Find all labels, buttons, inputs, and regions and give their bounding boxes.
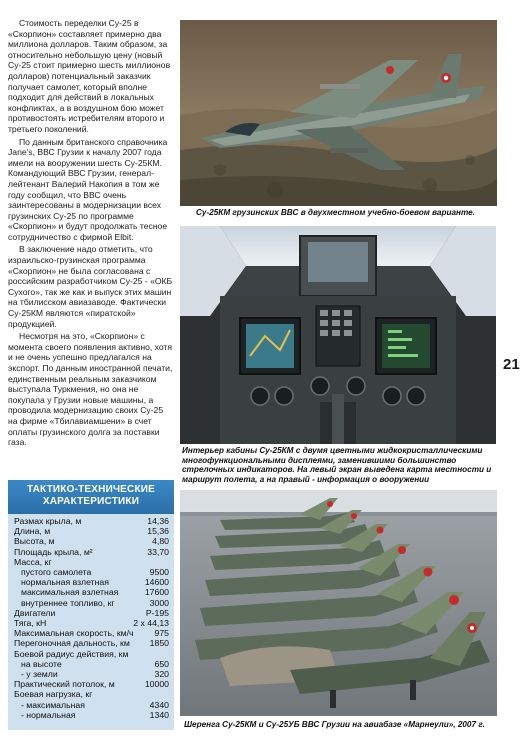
spec-row bbox=[14, 557, 169, 567]
spec-value: 975 bbox=[154, 628, 169, 639]
spec-row bbox=[14, 598, 169, 608]
spec-row bbox=[14, 659, 169, 669]
article-paragraph: В заключение надо отметить, что израильско-грузинская программа «Скорпион» не была согласована с российским разработчиком Су-25 - «ОКБ Сухого», так же как и выпуск этих машин на тбилисском авиазаводе. Фактически Су-25КМ являются «пиратской» продукцией. bbox=[8, 244, 173, 329]
spec-value: 14,36 bbox=[147, 516, 169, 526]
spec-value: 3000 bbox=[149, 597, 169, 608]
spec-value: Р-195 bbox=[145, 607, 169, 618]
photo-aircraft-lineup bbox=[180, 490, 497, 716]
spec-value: 1850 bbox=[149, 638, 169, 649]
spec-label: Высота, м bbox=[14, 536, 55, 547]
spec-label: - у земли bbox=[21, 669, 58, 680]
caption-photo3: Шеренга Су-25КМ и Су-25УБ ВВС Грузии на авиабазе «Марнеули», 2007 г. bbox=[184, 720, 485, 729]
spec-row bbox=[14, 618, 169, 628]
spec-label: - нормальная bbox=[21, 709, 76, 720]
article-paragraph: Несмотря на это, «Скорпион» с момента своего появления активно, хотя и не очень успешно предлагался на экспорт. По данным иностранной печати, единственным реальным заказчиком выступала Туркмения, но она не покупала у Грузии новые машины, а проводила модернизацию своих Су-25 на фирме «Тбилавиамшени» в счет оплаты грузинского долга за поставки газа. bbox=[8, 331, 173, 448]
specs-table bbox=[8, 514, 174, 730]
photo-su25km-flight bbox=[180, 20, 497, 206]
spec-label: Боевая нагрузка, кг bbox=[14, 689, 93, 700]
spec-label: внутреннее топливо, кг bbox=[21, 597, 115, 608]
spec-row bbox=[14, 547, 169, 557]
spec-row bbox=[14, 526, 169, 536]
spec-value: 650 bbox=[154, 658, 169, 669]
spec-label: Тяга, кН bbox=[14, 618, 47, 629]
spec-label: - максимальная bbox=[21, 699, 85, 710]
spec-label: максимальная взлетная bbox=[21, 587, 119, 598]
article-text bbox=[8, 18, 174, 450]
spec-value: 15,36 bbox=[147, 526, 169, 537]
spec-label: Максимальная скорость, км/ч bbox=[14, 628, 134, 639]
spec-label: нормальная взлетная bbox=[21, 577, 109, 588]
spec-row bbox=[14, 689, 169, 699]
caption-photo1: Су-25КМ грузинских ВВС в двухместном учебно-боевом варианте. bbox=[196, 208, 475, 217]
spec-value: 33,70 bbox=[147, 546, 169, 557]
spec-row bbox=[14, 577, 169, 587]
spec-label: Площадь крыла, м² bbox=[14, 546, 93, 557]
spec-value: 10000 bbox=[144, 679, 169, 690]
spec-label: Боевой радиус действия, км bbox=[14, 648, 129, 659]
spec-value: 1340 bbox=[149, 709, 169, 720]
spec-row bbox=[14, 649, 169, 659]
specs-title-line2: ХАРАКТЕРИСТИКИ bbox=[42, 496, 140, 507]
page-number: 21 bbox=[503, 356, 520, 373]
spec-row bbox=[14, 700, 169, 710]
spec-row bbox=[14, 608, 169, 618]
spec-value: 320 bbox=[154, 669, 169, 680]
spec-row bbox=[14, 567, 169, 577]
spec-label: Масса, кг bbox=[14, 556, 52, 567]
spec-value: 4,80 bbox=[152, 536, 169, 547]
spec-row bbox=[14, 516, 169, 526]
spec-label: пустого самолета bbox=[21, 567, 92, 578]
spec-row bbox=[14, 587, 169, 597]
spec-value: 2 х 44,13 bbox=[133, 618, 169, 629]
spec-row bbox=[14, 628, 169, 638]
article-paragraph: По данным британского справочника Jane's, ВВС Грузии к началу 2007 года имели на вооружении шесть Су-25КМ. Командующий ВВС Грузии, генерал-лейтенант Валерий Накопия в том же году сообщил, что ВВС очень заинтересованы в модернизации всех грузинских Су-25 по программе «Скорпион» и будут продолжать тесное сотрудничество с фирмой Elbit. bbox=[8, 136, 168, 242]
spec-value: 17600 bbox=[144, 587, 169, 598]
specs-header bbox=[8, 480, 174, 514]
spec-label: Двигатели bbox=[14, 607, 56, 618]
photo-cockpit-interior bbox=[180, 226, 496, 444]
spec-value: 14600 bbox=[144, 577, 169, 588]
spec-label: на высоте bbox=[21, 658, 62, 669]
spec-label: Перегоночная дальность, км bbox=[14, 638, 130, 649]
caption-photo2: Интерьер кабины Су-25КМ с двумя цветными жидкокристаллическими многофункциональными дисплеями, заменившими большинство стрелочных индикаторов. На левый экран выведена карта местности и маршрут полета, а на правый - информация о вооружении bbox=[182, 446, 492, 484]
spec-row bbox=[14, 710, 169, 720]
spec-row bbox=[14, 679, 169, 689]
spec-label: Практический потолок, м bbox=[14, 679, 115, 690]
spec-label: Размах крыла, м bbox=[14, 516, 82, 526]
spec-label: Длина, м bbox=[14, 526, 51, 537]
spec-row bbox=[14, 638, 169, 648]
specs-title-line1: ТАКТИКО-ТЕХНИЧЕСКИЕ bbox=[26, 484, 156, 495]
spec-row bbox=[14, 669, 169, 679]
spec-value: 4340 bbox=[149, 699, 169, 710]
spec-row bbox=[14, 536, 169, 546]
article-paragraph: Стоимость переделки Су-25 в «Скорпион» составляет примерно два миллиона долларов. Таким образом, за относительно небольшую цену (новый Су-25 стоит примерно шесть миллионов долларов) потенциальный заказчик получает самолет, который вполне подходит для действий в локальных конфликтах, а в воздушном бою может противостоять истребителям второго и третьего поколений. bbox=[8, 18, 171, 134]
spec-value: 9500 bbox=[149, 567, 169, 578]
